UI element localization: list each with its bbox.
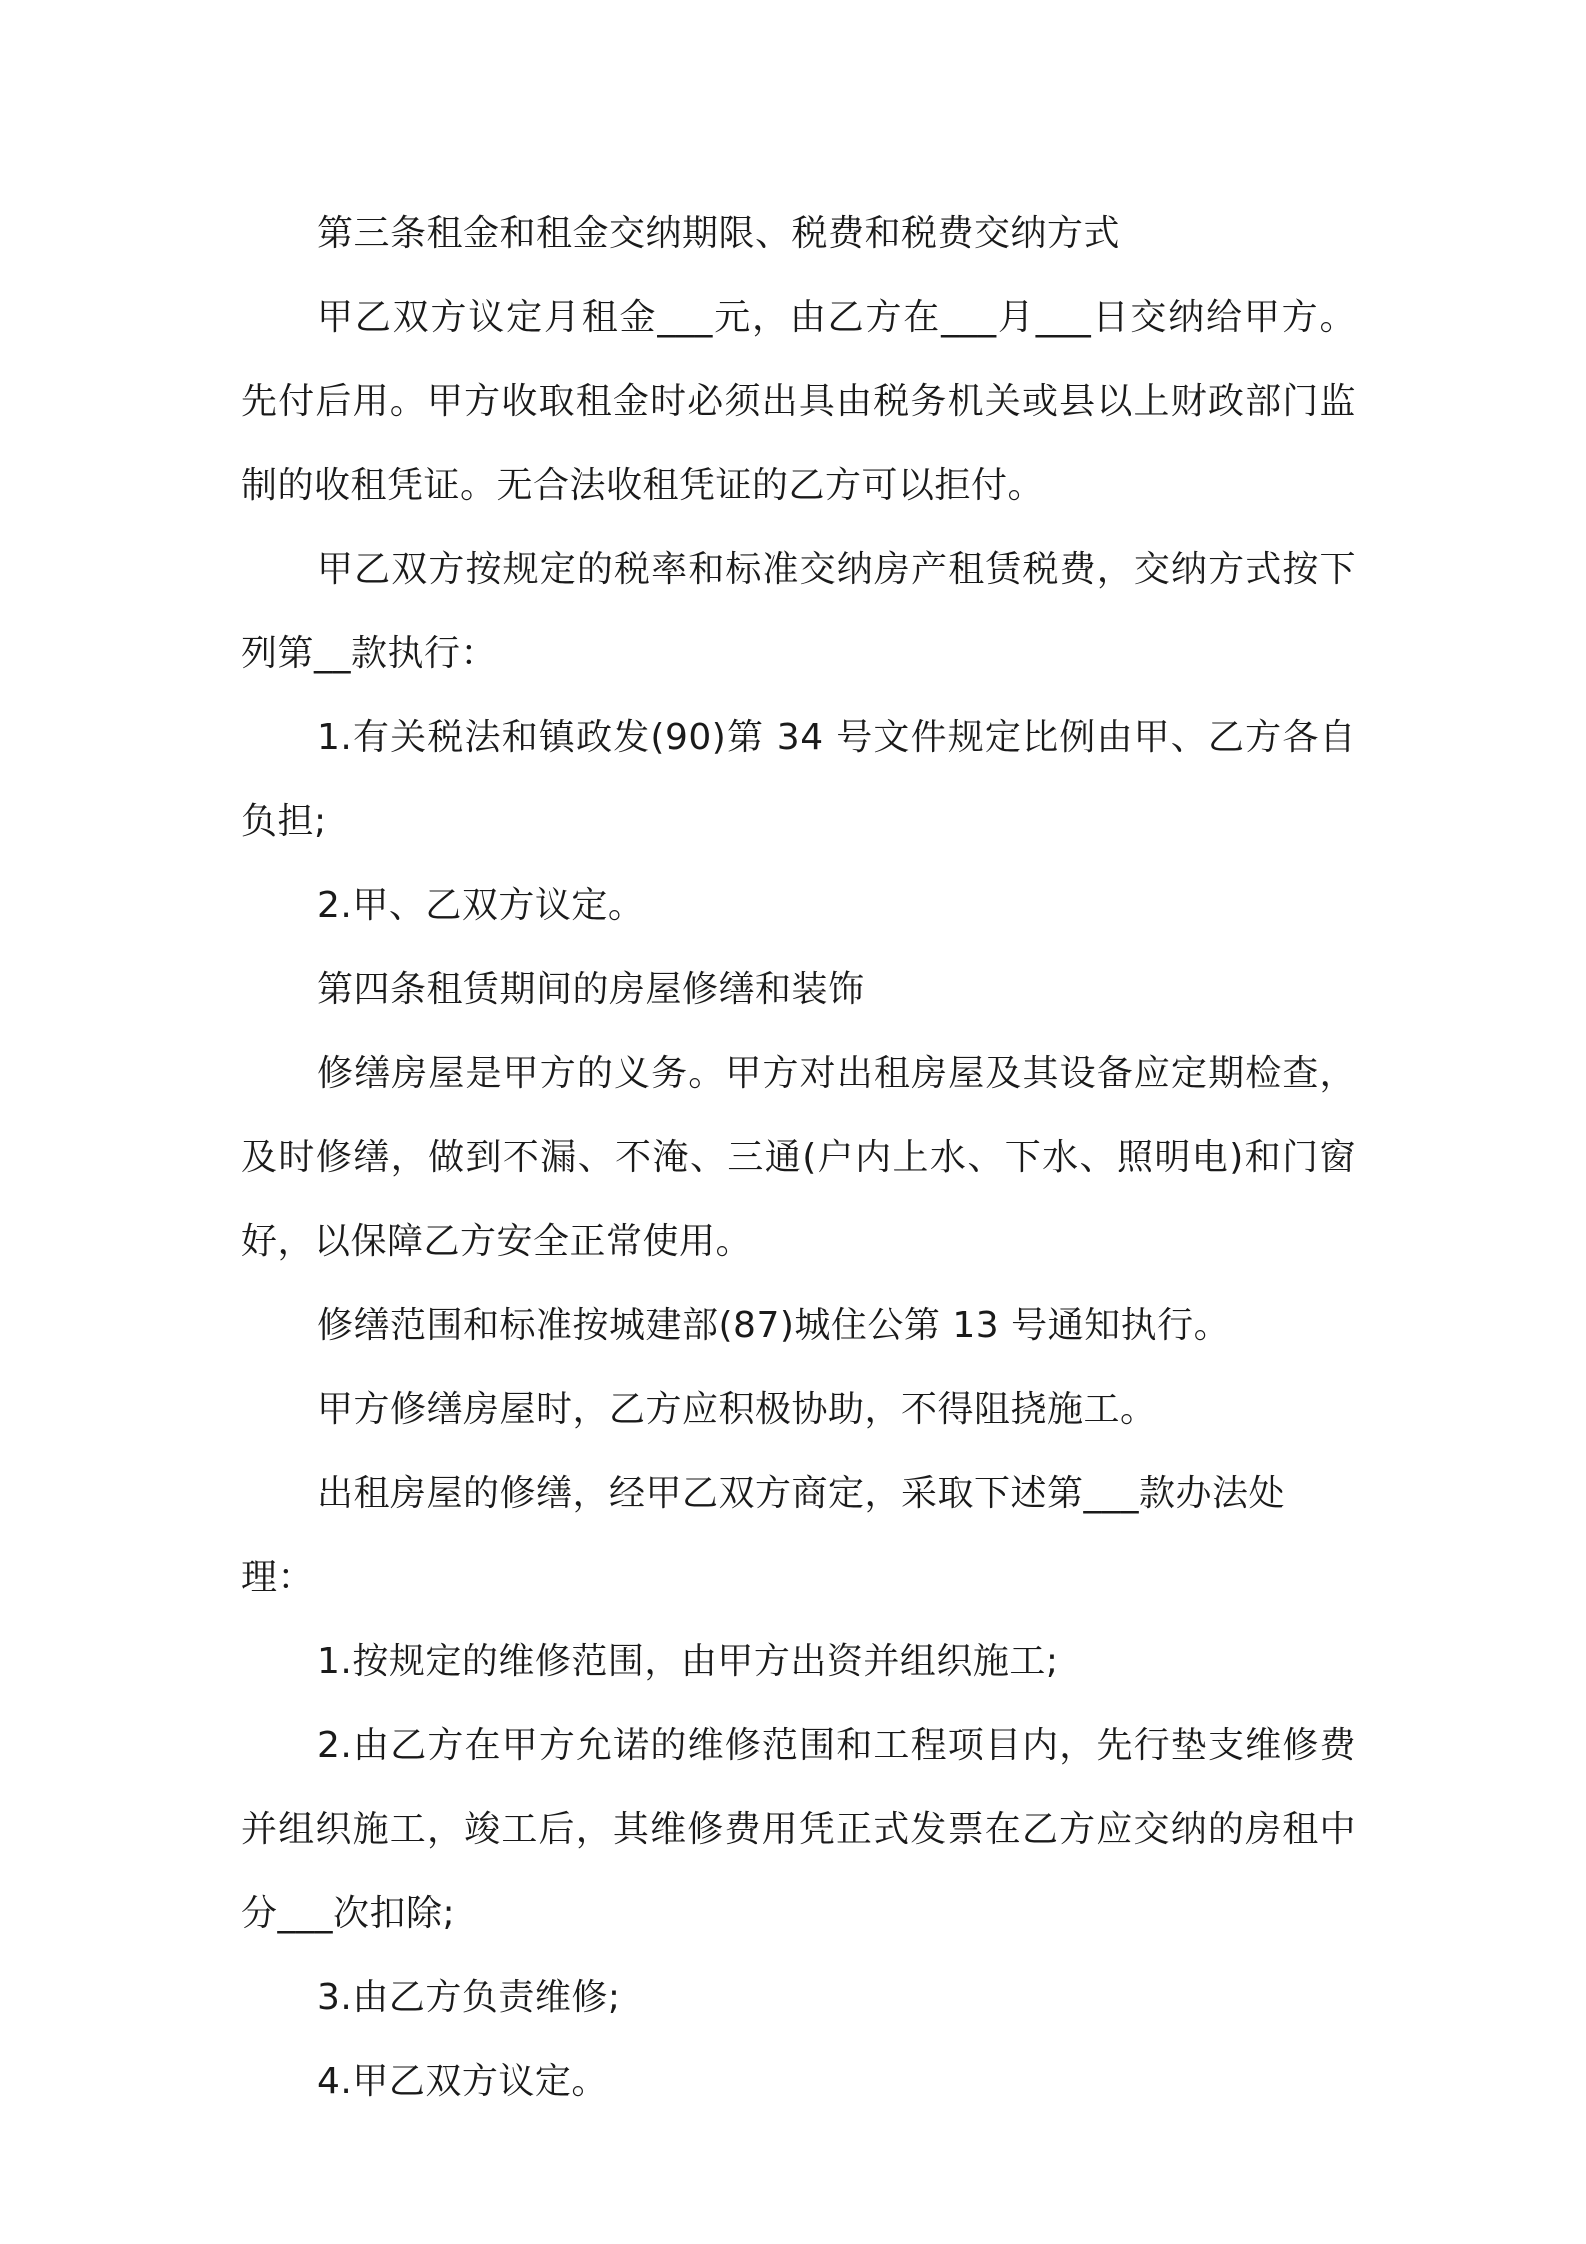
article-4-heading: 第四条租赁期间的房屋修缮和装饰 bbox=[317, 969, 865, 1010]
repair-cooperation-paragraph: 甲方修缮房屋时，乙方应积极协助，不得阻挠施工。 bbox=[317, 1389, 1157, 1430]
repair-standard-paragraph: 修缮范围和标准按城建部(87)城住公第 13 号通知执行。 bbox=[317, 1305, 1231, 1346]
document-body bbox=[241, 192, 1356, 2124]
repair-option-1: 1.按规定的维修范围，由甲方出资并组织施工; bbox=[317, 1641, 1059, 1682]
repair-option-4: 4.甲乙双方议定。 bbox=[317, 2061, 608, 2102]
tax-option-1: 1.有关税法和镇政发(90)第 34 号文件规定比例由甲、乙方各自负担; bbox=[241, 717, 1356, 842]
repair-method-paragraph: 出租房屋的修缮，经甲乙双方商定，采取下述第___款办法处理： bbox=[241, 1473, 1286, 1598]
tax-option-2: 2.甲、乙双方议定。 bbox=[317, 885, 645, 926]
rent-amount-paragraph: 甲乙双方议定月租金___元，由乙方在___月___日交纳给甲方。先付后用。甲方收取租金时必须出具由税务机关或县以上财政部门监制的收租凭证。无合法收租凭证的乙方可以拒付。 bbox=[241, 297, 1356, 506]
tax-payment-paragraph: 甲乙双方按规定的税率和标准交纳房产租赁税费，交纳方式按下列第__款执行： bbox=[241, 549, 1356, 674]
article-3-heading: 第三条租金和租金交纳期限、税费和税费交纳方式 bbox=[317, 213, 1121, 254]
repair-option-3: 3.由乙方负责维修; bbox=[317, 1977, 621, 2018]
repair-option-2: 2.由乙方在甲方允诺的维修范围和工程项目内，先行垫支维修费并组织施工，竣工后，其维修费用凭正式发票在乙方应交纳的房租中分___次扣除; bbox=[241, 1725, 1356, 1934]
repair-duty-paragraph: 修缮房屋是甲方的义务。甲方对出租房屋及其设备应定期检查，及时修缮，做到不漏、不淹、三通(户内上水、下水、照明电)和门窗好，以保障乙方安全正常使用。 bbox=[241, 1053, 1356, 1262]
